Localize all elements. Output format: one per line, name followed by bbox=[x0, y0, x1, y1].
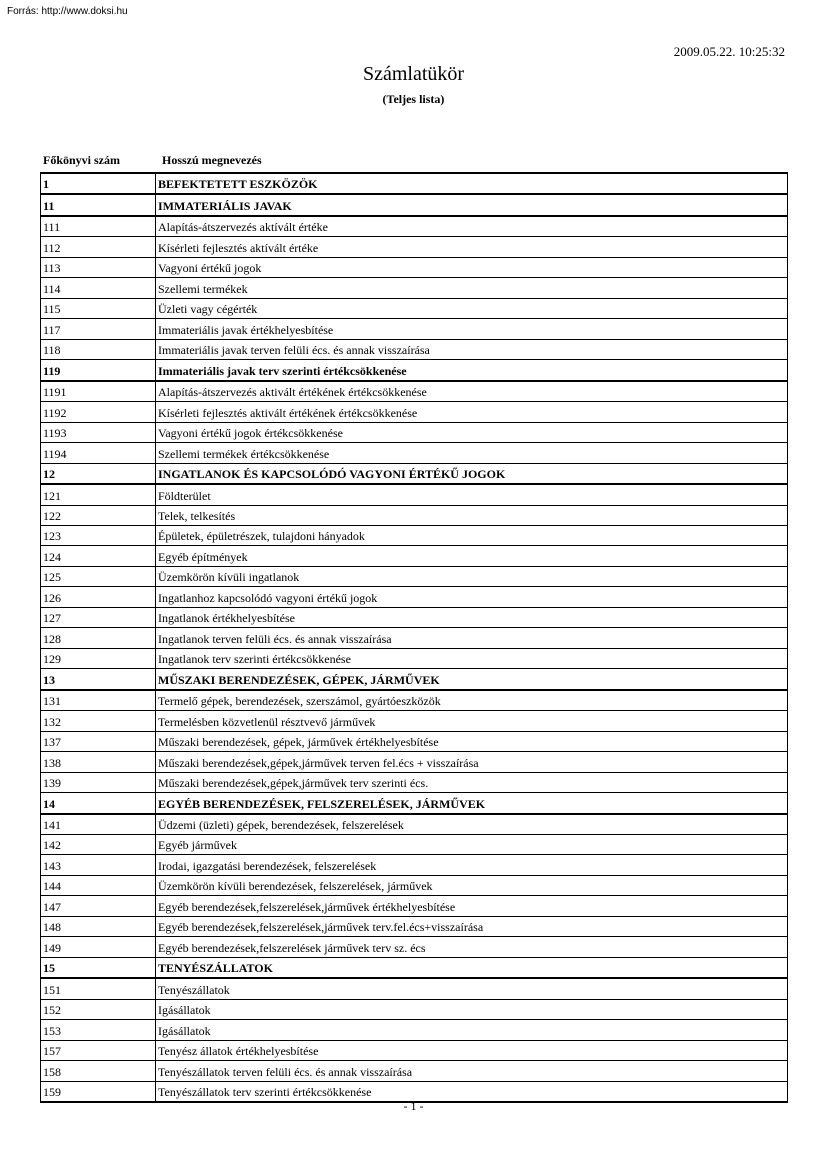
table-row bbox=[41, 360, 788, 381]
account-number: 158 bbox=[41, 1061, 156, 1081]
account-number: 113 bbox=[41, 257, 156, 277]
account-name: Épületek, épületrészek, tulajdoni hányadok bbox=[156, 525, 788, 545]
table-row bbox=[41, 607, 788, 627]
account-number: 1192 bbox=[41, 402, 156, 422]
account-name: TENYÉSZÁLLATOK bbox=[156, 957, 788, 978]
account-name: Alapítás-átszervezés aktívált értéke bbox=[156, 216, 788, 237]
table-row bbox=[41, 173, 788, 194]
account-name: Igásállatok bbox=[156, 1020, 788, 1040]
account-number: 14 bbox=[41, 793, 156, 814]
account-name: Műszaki berendezések, gépek, járművek értékhelyesbítése bbox=[156, 731, 788, 751]
account-name: Tenyészállatok terv szerinti értékcsökkenése bbox=[156, 1081, 788, 1102]
account-name: Egyéb építmények bbox=[156, 546, 788, 566]
account-name: Üdzemi (üzleti) gépek, berendezések, felszerelések bbox=[156, 814, 788, 835]
account-number: 1194 bbox=[41, 443, 156, 463]
account-name: Egyéb berendezések,felszerelések járművek terv sz. écs bbox=[156, 937, 788, 957]
accounts-table-body bbox=[41, 173, 788, 1102]
account-name: Termelő gépek, berendezések, szerszámol, gyártóeszközök bbox=[156, 690, 788, 711]
account-number: 115 bbox=[41, 298, 156, 318]
account-number: 153 bbox=[41, 1020, 156, 1040]
account-name: Szellemi termékek értékcsökkenése bbox=[156, 443, 788, 463]
account-number: 142 bbox=[41, 835, 156, 855]
account-number: 12 bbox=[41, 463, 156, 484]
account-name: Ingatlanok értékhelyesbítése bbox=[156, 607, 788, 627]
account-number: 131 bbox=[41, 690, 156, 711]
table-row bbox=[41, 505, 788, 525]
account-number: 13 bbox=[41, 669, 156, 690]
account-number: 128 bbox=[41, 628, 156, 648]
table-row bbox=[41, 711, 788, 731]
account-name: Tenyészállatok terven felüli écs. és annak visszaírása bbox=[156, 1061, 788, 1081]
table-row bbox=[41, 278, 788, 298]
account-number: 1193 bbox=[41, 422, 156, 442]
page-subtitle: (Teljes lista) bbox=[382, 92, 445, 106]
account-number: 117 bbox=[41, 319, 156, 339]
account-number: 139 bbox=[41, 772, 156, 792]
table-row bbox=[41, 731, 788, 751]
account-number: 15 bbox=[41, 957, 156, 978]
account-name: Termelésben közvetlenül résztvevő járművek bbox=[156, 711, 788, 731]
account-number: 132 bbox=[41, 711, 156, 731]
table-row bbox=[41, 546, 788, 566]
table-row bbox=[41, 216, 788, 237]
account-number: 125 bbox=[41, 566, 156, 586]
account-name: Földterület bbox=[156, 484, 788, 505]
table-row bbox=[41, 298, 788, 318]
account-number: 151 bbox=[41, 978, 156, 999]
table-row bbox=[41, 814, 788, 835]
column-header-name: Hosszú megnevezés bbox=[162, 153, 262, 167]
table-row bbox=[41, 793, 788, 814]
table-row bbox=[41, 339, 788, 359]
table-row bbox=[41, 628, 788, 648]
account-number: 1191 bbox=[41, 381, 156, 402]
table-row bbox=[41, 1040, 788, 1060]
table-row bbox=[41, 443, 788, 463]
account-name: Műszaki berendezések,gépek,járművek terv szerinti écs. bbox=[156, 772, 788, 792]
account-name: Egyéb járművek bbox=[156, 835, 788, 855]
account-name: Immateriális javak terv szerinti értékcsökkenése bbox=[156, 360, 788, 381]
account-name: Telek, telkesítés bbox=[156, 505, 788, 525]
table-row bbox=[41, 690, 788, 711]
account-name: Műszaki berendezések,gépek,járművek terven fel.écs + visszaírása bbox=[156, 752, 788, 772]
account-name: Szellemi termékek bbox=[156, 278, 788, 298]
print-timestamp: 2009.05.22. 10:25:32 bbox=[673, 44, 785, 59]
table-row bbox=[41, 875, 788, 895]
table-row bbox=[41, 772, 788, 792]
account-name: IMMATERIÁLIS JAVAK bbox=[156, 194, 788, 215]
table-row bbox=[41, 1061, 788, 1081]
table-row bbox=[41, 422, 788, 442]
account-name: EGYÉB BERENDEZÉSEK, FELSZERELÉSEK, JÁRMŰVEK bbox=[156, 793, 788, 814]
account-number: 149 bbox=[41, 937, 156, 957]
account-name: Ingatlanok terv szerinti értékcsökkenése bbox=[156, 648, 788, 668]
account-name: Vagyoni értékű jogok bbox=[156, 257, 788, 277]
account-name: Irodai, igazgatási berendezések, felszerelések bbox=[156, 855, 788, 875]
account-name: Ingatlanhoz kapcsolódó vagyoni értékű jogok bbox=[156, 587, 788, 607]
page-number: - 1 - bbox=[403, 1099, 424, 1113]
table-row bbox=[41, 978, 788, 999]
account-number: 138 bbox=[41, 752, 156, 772]
account-number: 119 bbox=[41, 360, 156, 381]
account-name: Üzleti vagy cégérték bbox=[156, 298, 788, 318]
column-header-number: Főkönyvi szám bbox=[43, 153, 121, 167]
account-number: 152 bbox=[41, 999, 156, 1019]
account-number: 118 bbox=[41, 339, 156, 359]
account-number: 11 bbox=[41, 194, 156, 215]
account-name: BEFEKTETETT ESZKÖZÖK bbox=[156, 173, 788, 194]
account-name: Immateriális javak terven felüli écs. és annak visszaírása bbox=[156, 339, 788, 359]
table-row bbox=[41, 566, 788, 586]
account-number: 122 bbox=[41, 505, 156, 525]
table-row bbox=[41, 835, 788, 855]
column-headers bbox=[0, 153, 827, 169]
page-title: Számlatükör bbox=[362, 63, 465, 85]
account-number: 144 bbox=[41, 875, 156, 895]
account-name: Igásállatok bbox=[156, 999, 788, 1019]
table-row bbox=[41, 525, 788, 545]
table-row bbox=[41, 319, 788, 339]
account-number: 124 bbox=[41, 546, 156, 566]
account-number: 129 bbox=[41, 648, 156, 668]
account-name: Immateriális javak értékhelyesbítése bbox=[156, 319, 788, 339]
account-number: 111 bbox=[41, 216, 156, 237]
table-row bbox=[41, 896, 788, 916]
account-number: 126 bbox=[41, 587, 156, 607]
account-name: Vagyoni értékű jogok értékcsökkenése bbox=[156, 422, 788, 442]
table-row bbox=[41, 484, 788, 505]
account-name: Tenyész állatok értékhelyesbítése bbox=[156, 1040, 788, 1060]
table-row bbox=[41, 381, 788, 402]
account-number: 159 bbox=[41, 1081, 156, 1102]
table-row bbox=[41, 194, 788, 215]
account-number: 147 bbox=[41, 896, 156, 916]
account-number: 114 bbox=[41, 278, 156, 298]
table-row bbox=[41, 937, 788, 957]
table-row bbox=[41, 1020, 788, 1040]
table-row bbox=[41, 957, 788, 978]
table-row bbox=[41, 916, 788, 936]
account-number: 123 bbox=[41, 525, 156, 545]
table-row bbox=[41, 402, 788, 422]
account-name: Tenyészállatok bbox=[156, 978, 788, 999]
account-name: Üzemkörön kívüli ingatlanok bbox=[156, 566, 788, 586]
table-row bbox=[41, 999, 788, 1019]
table-row bbox=[41, 648, 788, 668]
table-row bbox=[41, 669, 788, 690]
account-name: Alapítás-átszervezés aktivált értékének értékcsökkenése bbox=[156, 381, 788, 402]
account-number: 148 bbox=[41, 916, 156, 936]
account-number: 157 bbox=[41, 1040, 156, 1060]
table-row bbox=[41, 752, 788, 772]
account-number: 137 bbox=[41, 731, 156, 751]
account-number: 1 bbox=[41, 173, 156, 194]
accounts-table bbox=[40, 172, 788, 1103]
account-number: 112 bbox=[41, 237, 156, 257]
table-row bbox=[41, 587, 788, 607]
account-number: 141 bbox=[41, 814, 156, 835]
account-name: Ingatlanok terven felüli écs. és annak visszaírása bbox=[156, 628, 788, 648]
account-name: Üzemkörön kívüli berendezések, felszerelések, járművek bbox=[156, 875, 788, 895]
account-name: Kísérleti fejlesztés aktivált értékének értékcsökkenése bbox=[156, 402, 788, 422]
account-number: 143 bbox=[41, 855, 156, 875]
table-row bbox=[41, 237, 788, 257]
source-note: Forrás: http://www.doksi.hu bbox=[7, 6, 128, 17]
account-name: MŰSZAKI BERENDEZÉSEK, GÉPEK, JÁRMŰVEK bbox=[156, 669, 788, 690]
account-name: Egyéb berendezések,felszerelések,járművek terv.fel.écs+visszaírása bbox=[156, 916, 788, 936]
table-row bbox=[41, 463, 788, 484]
table-row bbox=[41, 257, 788, 277]
account-name: INGATLANOK ÉS KAPCSOLÓDÓ VAGYONI ÉRTÉKŰ JOGOK bbox=[156, 463, 788, 484]
account-number: 121 bbox=[41, 484, 156, 505]
account-name: Kísérleti fejlesztés aktívált értéke bbox=[156, 237, 788, 257]
account-number: 127 bbox=[41, 607, 156, 627]
account-name: Egyéb berendezések,felszerelések,járművek értékhelyesbítése bbox=[156, 896, 788, 916]
table-row bbox=[41, 855, 788, 875]
